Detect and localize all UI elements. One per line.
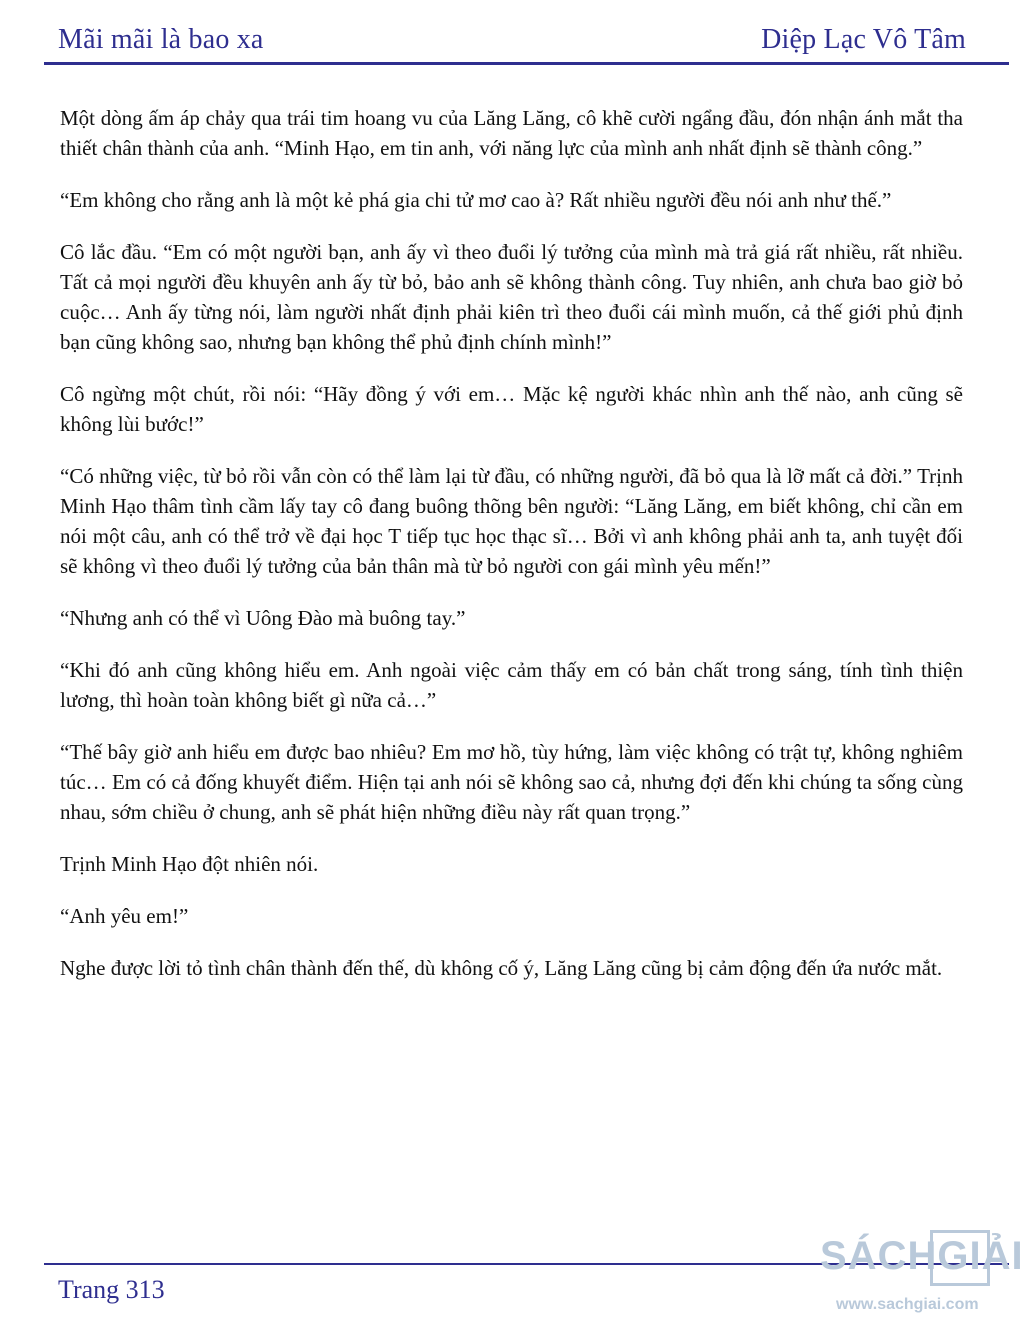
book-title: Mãi mãi là bao xa — [58, 24, 264, 55]
paragraph-4: Cô ngừng một chút, rồi nói: “Hãy đồng ý với em… Mặc kệ người khác nhìn anh thế nào, anh cũng sẽ không lùi bước!” — [60, 382, 963, 436]
page-body — [60, 103, 963, 1005]
paragraph-9: Trịnh Minh Hạo đột nhiên nói. — [60, 852, 319, 876]
header-divider — [44, 62, 1009, 65]
watermark-url: www.sachgiai.com — [836, 1296, 979, 1313]
book-author: Diệp Lạc Vô Tâm — [761, 24, 966, 55]
page-header — [0, 0, 1024, 66]
paragraph-7: “Khi đó anh cũng không hiểu em. Anh ngoài việc cảm thấy em có bản chất trong sáng, tính tình thiện lương, thì hoàn toàn không biết gì nữa cả…” — [60, 658, 963, 712]
paragraph-3: Cô lắc đầu. “Em có một người bạn, anh ấy vì theo đuổi lý tưởng của mình mà trả giá rất nhiều, rất nhiều. Tất cả mọi người đều khuyên anh ấy từ bỏ, bảo anh sẽ không thành công. Tuy nhiên, anh chưa bao giờ bỏ cuộc… Anh ấy từng nói, làm người nhất định phải kiên trì theo đuổi cái mình muốn, cả thế giới phủ định bạn cũng không sao, nhưng bạn không thể phủ định chính mình!” — [60, 240, 963, 354]
paragraph-11: Nghe được lời tỏ tình chân thành đến thế, dù không cố ý, Lăng Lăng cũng bị cảm động đến ứa nước mắt. — [60, 956, 943, 980]
page-number: Trang 313 — [58, 1275, 165, 1304]
watermark-logo — [816, 1228, 1024, 1325]
paragraph-6: “Nhưng anh có thể vì Uông Đào mà buông tay.” — [60, 606, 466, 630]
watermark-brand: SÁCHGIẢI — [820, 1234, 1024, 1278]
paragraph-2: “Em không cho rằng anh là một kẻ phá gia chi tử mơ cao à? Rất nhiều người đều nói anh như thế.” — [60, 188, 892, 212]
paragraph-8: “Thế bây giờ anh hiểu em được bao nhiêu? Em mơ hồ, tùy hứng, làm việc không có trật tự, không nghiêm túc… Em có cả đống khuyết điểm. Hiện tại anh nói sẽ không sao cả, nhưng đợi đến khi chúng ta sống cùng nhau, sớm chiều ở chung, anh sẽ phát hiện những điều này rất quan trọng.” — [60, 740, 963, 824]
paragraph-1: Một dòng ấm áp chảy qua trái tim hoang vu của Lăng Lăng, cô khẽ cười ngẩng đầu, đón nhận ánh mắt tha thiết chân thành của anh. “Minh Hạo, em tin anh, với năng lực của mình anh nhất định sẽ thành công.” — [60, 106, 963, 160]
paragraph-10: “Anh yêu em!” — [60, 904, 189, 928]
paragraph-5: “Có những việc, từ bỏ rồi vẫn còn có thể làm lại từ đầu, có những người, đã bỏ qua là lỡ mất cả đời.” Trịnh Minh Hạo thâm tình cầm lấy tay cô đang buông thõng bên người: “Lăng Lăng, em biết không, chỉ cần em nói một câu, anh có thể trở về đại học T tiếp tục học thạc sĩ… Bởi vì anh không phải anh ta, anh tuyệt đối sẽ không vì theo đuổi lý tưởng của bản thân mà từ bỏ người con gái mình yêu mến!” — [60, 464, 963, 578]
